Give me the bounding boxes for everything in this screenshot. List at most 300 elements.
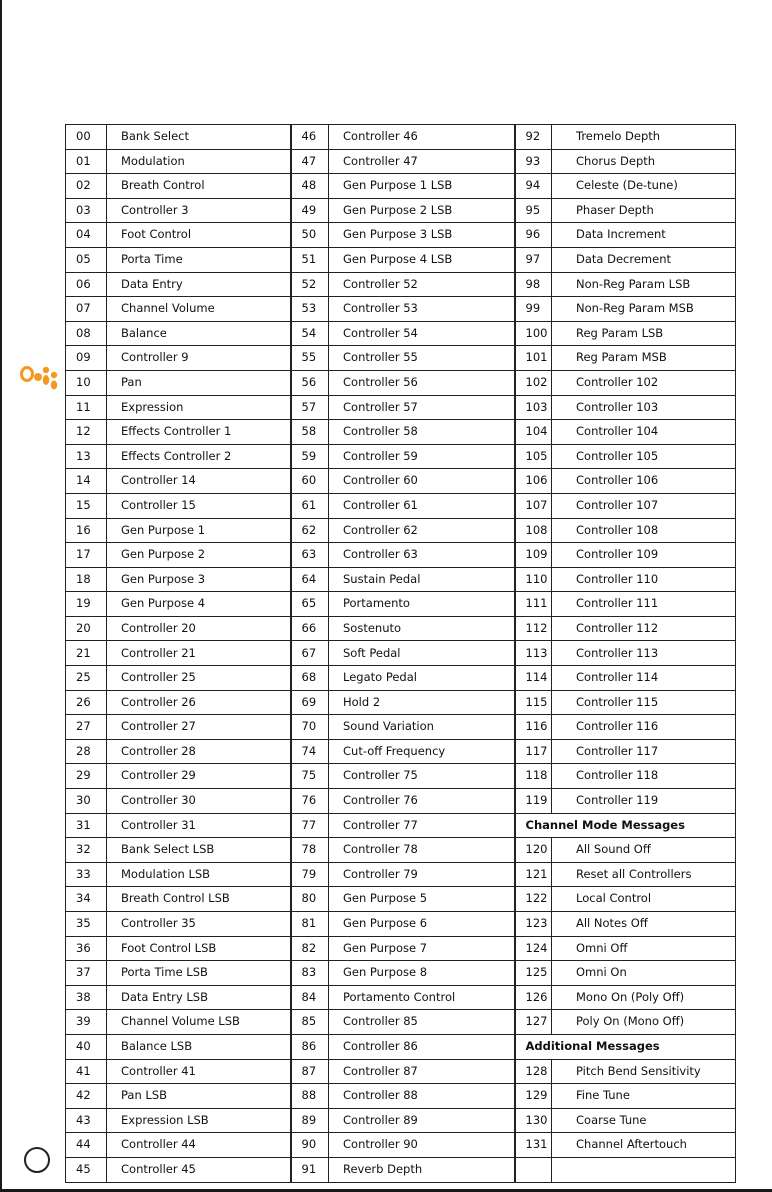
controller-number: 90 xyxy=(291,1133,329,1158)
controller-name: Controller 14 xyxy=(107,469,291,494)
controller-number: 75 xyxy=(291,764,329,789)
controller-name: Controller 54 xyxy=(329,321,515,346)
controller-name: Controller 114 xyxy=(552,666,736,691)
controller-number: 121 xyxy=(515,862,552,887)
controller-number: 19 xyxy=(66,592,107,617)
controller-name: Controller 79 xyxy=(329,862,515,887)
controller-number: 35 xyxy=(66,912,107,937)
table-row xyxy=(66,1034,736,1059)
controller-number: 46 xyxy=(291,125,329,150)
controller-number: 127 xyxy=(515,1010,552,1035)
controller-name: Controller 78 xyxy=(329,838,515,863)
table-row xyxy=(66,198,736,223)
page-number-circle xyxy=(24,1147,50,1173)
controller-number: 84 xyxy=(291,985,329,1010)
table-row xyxy=(66,493,736,518)
controller-name: Controller 88 xyxy=(329,1084,515,1109)
controller-number: 111 xyxy=(515,592,552,617)
controller-number: 41 xyxy=(66,1059,107,1084)
controller-name: Controller 75 xyxy=(329,764,515,789)
controller-number: 55 xyxy=(291,346,329,371)
controller-name xyxy=(552,1157,736,1182)
controller-name: Legato Pedal xyxy=(329,666,515,691)
controller-number: 59 xyxy=(291,444,329,469)
table-row xyxy=(66,1133,736,1158)
controller-number: 36 xyxy=(66,936,107,961)
controller-number: 37 xyxy=(66,961,107,986)
controller-number: 106 xyxy=(515,469,552,494)
controller-number: 129 xyxy=(515,1084,552,1109)
controller-name: Controller 29 xyxy=(107,764,291,789)
controller-name: Controller 21 xyxy=(107,641,291,666)
controller-name: Controller 28 xyxy=(107,739,291,764)
controller-name: Foot Control xyxy=(107,223,291,248)
controller-name: Portamento Control xyxy=(329,985,515,1010)
controller-name: Controller 27 xyxy=(107,715,291,740)
controller-name: Gen Purpose 2 xyxy=(107,543,291,568)
controller-number: 40 xyxy=(66,1034,107,1059)
controller-name: Data Increment xyxy=(552,223,736,248)
controller-number: 97 xyxy=(515,247,552,272)
table-row xyxy=(66,764,736,789)
controller-number: 16 xyxy=(66,518,107,543)
midi-controller-table xyxy=(65,124,736,1183)
controller-number: 119 xyxy=(515,789,552,814)
controller-number: 112 xyxy=(515,616,552,641)
controller-number: 103 xyxy=(515,395,552,420)
controller-name: Fine Tune xyxy=(552,1084,736,1109)
controller-name: Controller 26 xyxy=(107,690,291,715)
table-row xyxy=(66,125,736,150)
controller-name: Controller 116 xyxy=(552,715,736,740)
controller-number: 10 xyxy=(66,370,107,395)
controller-number: 115 xyxy=(515,690,552,715)
controller-number: 104 xyxy=(515,420,552,445)
controller-number: 88 xyxy=(291,1084,329,1109)
controller-number: 33 xyxy=(66,862,107,887)
table-row xyxy=(66,444,736,469)
table-row xyxy=(66,149,736,174)
controller-number: 14 xyxy=(66,469,107,494)
controller-number: 108 xyxy=(515,518,552,543)
controller-name: All Notes Off xyxy=(552,912,736,937)
controller-number: 120 xyxy=(515,838,552,863)
controller-number: 65 xyxy=(291,592,329,617)
controller-name: Controller 103 xyxy=(552,395,736,420)
controller-number: 130 xyxy=(515,1108,552,1133)
controller-number: 15 xyxy=(66,493,107,518)
table-row xyxy=(66,1059,736,1084)
controller-name: Pan LSB xyxy=(107,1084,291,1109)
controller-number: 08 xyxy=(66,321,107,346)
controller-number: 125 xyxy=(515,961,552,986)
controller-name: Modulation xyxy=(107,149,291,174)
controller-number: 26 xyxy=(66,690,107,715)
controller-name: Sustain Pedal xyxy=(329,567,515,592)
controller-name: Chorus Depth xyxy=(552,149,736,174)
controller-name: Controller 3 xyxy=(107,198,291,223)
controller-name: Controller 30 xyxy=(107,789,291,814)
table-row xyxy=(66,715,736,740)
table-row xyxy=(66,272,736,297)
controller-name: Coarse Tune xyxy=(552,1108,736,1133)
controller-number: 87 xyxy=(291,1059,329,1084)
controller-name: Porta Time xyxy=(107,247,291,272)
controller-name: Phaser Depth xyxy=(552,198,736,223)
controller-name: Soft Pedal xyxy=(329,641,515,666)
controller-number: 21 xyxy=(66,641,107,666)
controller-name: Gen Purpose 3 LSB xyxy=(329,223,515,248)
controller-name: Controller 105 xyxy=(552,444,736,469)
controller-name: Controller 35 xyxy=(107,912,291,937)
controller-name: Gen Purpose 2 LSB xyxy=(329,198,515,223)
controller-name: Controller 25 xyxy=(107,666,291,691)
controller-name: Controller 57 xyxy=(329,395,515,420)
controller-number: 95 xyxy=(515,198,552,223)
controller-name: Controller 61 xyxy=(329,493,515,518)
controller-number: 93 xyxy=(515,149,552,174)
controller-number: 109 xyxy=(515,543,552,568)
table-row xyxy=(66,420,736,445)
controller-name: Controller 55 xyxy=(329,346,515,371)
controller-number: 09 xyxy=(66,346,107,371)
controller-name: Breath Control xyxy=(107,174,291,199)
controller-name: Controller 59 xyxy=(329,444,515,469)
controller-name: Controller 45 xyxy=(107,1157,291,1182)
controller-name: Controller 113 xyxy=(552,641,736,666)
controller-name: Gen Purpose 1 LSB xyxy=(329,174,515,199)
controller-name: Controller 106 xyxy=(552,469,736,494)
controller-name: Porta Time LSB xyxy=(107,961,291,986)
section-header: Additional Messages xyxy=(515,1034,736,1059)
brand-logo-icon xyxy=(20,356,60,392)
table-row xyxy=(66,395,736,420)
controller-name: Celeste (De-tune) xyxy=(552,174,736,199)
controller-name: Balance LSB xyxy=(107,1034,291,1059)
controller-number: 100 xyxy=(515,321,552,346)
controller-number: 38 xyxy=(66,985,107,1010)
controller-number: 117 xyxy=(515,739,552,764)
controller-name: Expression xyxy=(107,395,291,420)
controller-name: Poly On (Mono Off) xyxy=(552,1010,736,1035)
table-row xyxy=(66,666,736,691)
table-row xyxy=(66,567,736,592)
controller-number: 12 xyxy=(66,420,107,445)
controller-name: Data Decrement xyxy=(552,247,736,272)
controller-number: 00 xyxy=(66,125,107,150)
controller-number: 63 xyxy=(291,543,329,568)
controller-number: 05 xyxy=(66,247,107,272)
controller-name: Modulation LSB xyxy=(107,862,291,887)
controller-number: 30 xyxy=(66,789,107,814)
table-row xyxy=(66,690,736,715)
page-left-rule xyxy=(0,0,2,1192)
controller-number: 31 xyxy=(66,813,107,838)
controller-name: All Sound Off xyxy=(552,838,736,863)
controller-name: Gen Purpose 7 xyxy=(329,936,515,961)
controller-number: 83 xyxy=(291,961,329,986)
table-row xyxy=(66,297,736,322)
controller-name: Controller 118 xyxy=(552,764,736,789)
controller-name: Controller 58 xyxy=(329,420,515,445)
controller-number: 101 xyxy=(515,346,552,371)
table-row xyxy=(66,223,736,248)
controller-name: Effects Controller 1 xyxy=(107,420,291,445)
controller-name: Gen Purpose 5 xyxy=(329,887,515,912)
controller-number: 28 xyxy=(66,739,107,764)
table-row xyxy=(66,961,736,986)
controller-number: 70 xyxy=(291,715,329,740)
controller-name: Bank Select xyxy=(107,125,291,150)
controller-number: 52 xyxy=(291,272,329,297)
controller-number: 66 xyxy=(291,616,329,641)
controller-name: Controller 15 xyxy=(107,493,291,518)
controller-number: 53 xyxy=(291,297,329,322)
table-row xyxy=(66,838,736,863)
controller-name: Controller 9 xyxy=(107,346,291,371)
controller-number: 48 xyxy=(291,174,329,199)
controller-name: Controller 77 xyxy=(329,813,515,838)
controller-number: 96 xyxy=(515,223,552,248)
table-row xyxy=(66,616,736,641)
controller-name: Portamento xyxy=(329,592,515,617)
controller-name: Tremelo Depth xyxy=(552,125,736,150)
controller-name: Data Entry xyxy=(107,272,291,297)
controller-number: 03 xyxy=(66,198,107,223)
controller-number: 27 xyxy=(66,715,107,740)
controller-number: 91 xyxy=(291,1157,329,1182)
controller-name: Controller 86 xyxy=(329,1034,515,1059)
controller-number: 92 xyxy=(515,125,552,150)
controller-name: Controller 89 xyxy=(329,1108,515,1133)
controller-name: Controller 76 xyxy=(329,789,515,814)
controller-number: 128 xyxy=(515,1059,552,1084)
controller-name: Reg Param LSB xyxy=(552,321,736,346)
controller-name: Pan xyxy=(107,370,291,395)
controller-name: Controller 115 xyxy=(552,690,736,715)
controller-number: 29 xyxy=(66,764,107,789)
controller-name: Non-Reg Param LSB xyxy=(552,272,736,297)
controller-number: 98 xyxy=(515,272,552,297)
controller-name: Channel Volume xyxy=(107,297,291,322)
controller-name: Mono On (Poly Off) xyxy=(552,985,736,1010)
controller-number: 34 xyxy=(66,887,107,912)
table-row xyxy=(66,1157,736,1182)
controller-number: 78 xyxy=(291,838,329,863)
controller-number: 80 xyxy=(291,887,329,912)
section-header: Channel Mode Messages xyxy=(515,813,736,838)
controller-number: 123 xyxy=(515,912,552,937)
controller-name: Balance xyxy=(107,321,291,346)
table-row xyxy=(66,641,736,666)
table-row xyxy=(66,247,736,272)
controller-number: 57 xyxy=(291,395,329,420)
controller-number: 43 xyxy=(66,1108,107,1133)
table-row xyxy=(66,887,736,912)
controller-name: Controller 41 xyxy=(107,1059,291,1084)
controller-name: Foot Control LSB xyxy=(107,936,291,961)
controller-name: Gen Purpose 6 xyxy=(329,912,515,937)
controller-name: Controller 102 xyxy=(552,370,736,395)
controller-name: Controller 112 xyxy=(552,616,736,641)
controller-name: Breath Control LSB xyxy=(107,887,291,912)
table-row xyxy=(66,543,736,568)
controller-number: 107 xyxy=(515,493,552,518)
controller-name: Omni On xyxy=(552,961,736,986)
table-row xyxy=(66,985,736,1010)
controller-name: Sostenuto xyxy=(329,616,515,641)
controller-number: 79 xyxy=(291,862,329,887)
controller-number: 89 xyxy=(291,1108,329,1133)
controller-name: Bank Select LSB xyxy=(107,838,291,863)
controller-number: 81 xyxy=(291,912,329,937)
controller-number: 49 xyxy=(291,198,329,223)
controller-number: 76 xyxy=(291,789,329,814)
controller-name: Channel Aftertouch xyxy=(552,1133,736,1158)
table-row xyxy=(66,469,736,494)
controller-name: Controller 47 xyxy=(329,149,515,174)
controller-name: Controller 56 xyxy=(329,370,515,395)
controller-name: Reset all Controllers xyxy=(552,862,736,887)
controller-number: 86 xyxy=(291,1034,329,1059)
table-row xyxy=(66,346,736,371)
controller-number: 99 xyxy=(515,297,552,322)
table-row xyxy=(66,1084,736,1109)
controller-name: Cut-off Frequency xyxy=(329,739,515,764)
controller-name: Controller 46 xyxy=(329,125,515,150)
table-row xyxy=(66,592,736,617)
controller-name: Controller 119 xyxy=(552,789,736,814)
controller-name: Pitch Bend Sensitivity xyxy=(552,1059,736,1084)
controller-name: Controller 110 xyxy=(552,567,736,592)
controller-name: Controller 52 xyxy=(329,272,515,297)
controller-name: Data Entry LSB xyxy=(107,985,291,1010)
controller-number: 122 xyxy=(515,887,552,912)
controller-number: 118 xyxy=(515,764,552,789)
controller-name: Expression LSB xyxy=(107,1108,291,1133)
controller-number: 47 xyxy=(291,149,329,174)
table-row xyxy=(66,321,736,346)
controller-name: Reverb Depth xyxy=(329,1157,515,1182)
controller-name: Controller 44 xyxy=(107,1133,291,1158)
controller-number: 07 xyxy=(66,297,107,322)
controller-name: Controller 53 xyxy=(329,297,515,322)
controller-number: 110 xyxy=(515,567,552,592)
controller-number: 32 xyxy=(66,838,107,863)
controller-number: 82 xyxy=(291,936,329,961)
table-row xyxy=(66,789,736,814)
controller-number: 06 xyxy=(66,272,107,297)
controller-number: 02 xyxy=(66,174,107,199)
controller-number: 20 xyxy=(66,616,107,641)
controller-name: Controller 109 xyxy=(552,543,736,568)
controller-number: 18 xyxy=(66,567,107,592)
controller-number: 13 xyxy=(66,444,107,469)
controller-number: 67 xyxy=(291,641,329,666)
controller-number: 74 xyxy=(291,739,329,764)
controller-number: 105 xyxy=(515,444,552,469)
controller-number: 94 xyxy=(515,174,552,199)
controller-name: Local Control xyxy=(552,887,736,912)
controller-number: 44 xyxy=(66,1133,107,1158)
controller-name: Omni Off xyxy=(552,936,736,961)
controller-name: Controller 90 xyxy=(329,1133,515,1158)
controller-number: 69 xyxy=(291,690,329,715)
controller-name: Effects Controller 2 xyxy=(107,444,291,469)
controller-name: Controller 87 xyxy=(329,1059,515,1084)
table-row xyxy=(66,174,736,199)
controller-number: 17 xyxy=(66,543,107,568)
controller-number: 25 xyxy=(66,666,107,691)
table-row xyxy=(66,518,736,543)
controller-number: 11 xyxy=(66,395,107,420)
table-row xyxy=(66,1010,736,1035)
table-row xyxy=(66,1108,736,1133)
controller-number: 85 xyxy=(291,1010,329,1035)
controller-number: 61 xyxy=(291,493,329,518)
controller-number: 64 xyxy=(291,567,329,592)
controller-name: Gen Purpose 1 xyxy=(107,518,291,543)
controller-number: 126 xyxy=(515,985,552,1010)
table-row xyxy=(66,739,736,764)
controller-number: 54 xyxy=(291,321,329,346)
controller-number: 39 xyxy=(66,1010,107,1035)
controller-name: Controller 117 xyxy=(552,739,736,764)
table-row xyxy=(66,370,736,395)
controller-number: 131 xyxy=(515,1133,552,1158)
controller-name: Controller 31 xyxy=(107,813,291,838)
controller-name: Controller 107 xyxy=(552,493,736,518)
table-row xyxy=(66,813,736,838)
controller-name: Sound Variation xyxy=(329,715,515,740)
controller-name: Gen Purpose 4 LSB xyxy=(329,247,515,272)
controller-number: 56 xyxy=(291,370,329,395)
controller-number xyxy=(515,1157,552,1182)
controller-number: 114 xyxy=(515,666,552,691)
controller-number: 113 xyxy=(515,641,552,666)
controller-name: Controller 104 xyxy=(552,420,736,445)
controller-number: 124 xyxy=(515,936,552,961)
controller-number: 45 xyxy=(66,1157,107,1182)
controller-number: 01 xyxy=(66,149,107,174)
controller-number: 51 xyxy=(291,247,329,272)
controller-number: 42 xyxy=(66,1084,107,1109)
controller-number: 77 xyxy=(291,813,329,838)
controller-name: Non-Reg Param MSB xyxy=(552,297,736,322)
controller-number: 58 xyxy=(291,420,329,445)
controller-name: Reg Param MSB xyxy=(552,346,736,371)
table-row xyxy=(66,936,736,961)
controller-name: Controller 111 xyxy=(552,592,736,617)
controller-name: Gen Purpose 8 xyxy=(329,961,515,986)
table-row xyxy=(66,912,736,937)
controller-name: Controller 62 xyxy=(329,518,515,543)
controller-name: Controller 63 xyxy=(329,543,515,568)
table-row xyxy=(66,862,736,887)
controller-number: 102 xyxy=(515,370,552,395)
controller-number: 68 xyxy=(291,666,329,691)
controller-name: Controller 85 xyxy=(329,1010,515,1035)
controller-name: Channel Volume LSB xyxy=(107,1010,291,1035)
controller-number: 50 xyxy=(291,223,329,248)
controller-name: Gen Purpose 4 xyxy=(107,592,291,617)
controller-number: 60 xyxy=(291,469,329,494)
controller-number: 04 xyxy=(66,223,107,248)
controller-name: Controller 60 xyxy=(329,469,515,494)
controller-number: 62 xyxy=(291,518,329,543)
controller-name: Hold 2 xyxy=(329,690,515,715)
controller-name: Gen Purpose 3 xyxy=(107,567,291,592)
